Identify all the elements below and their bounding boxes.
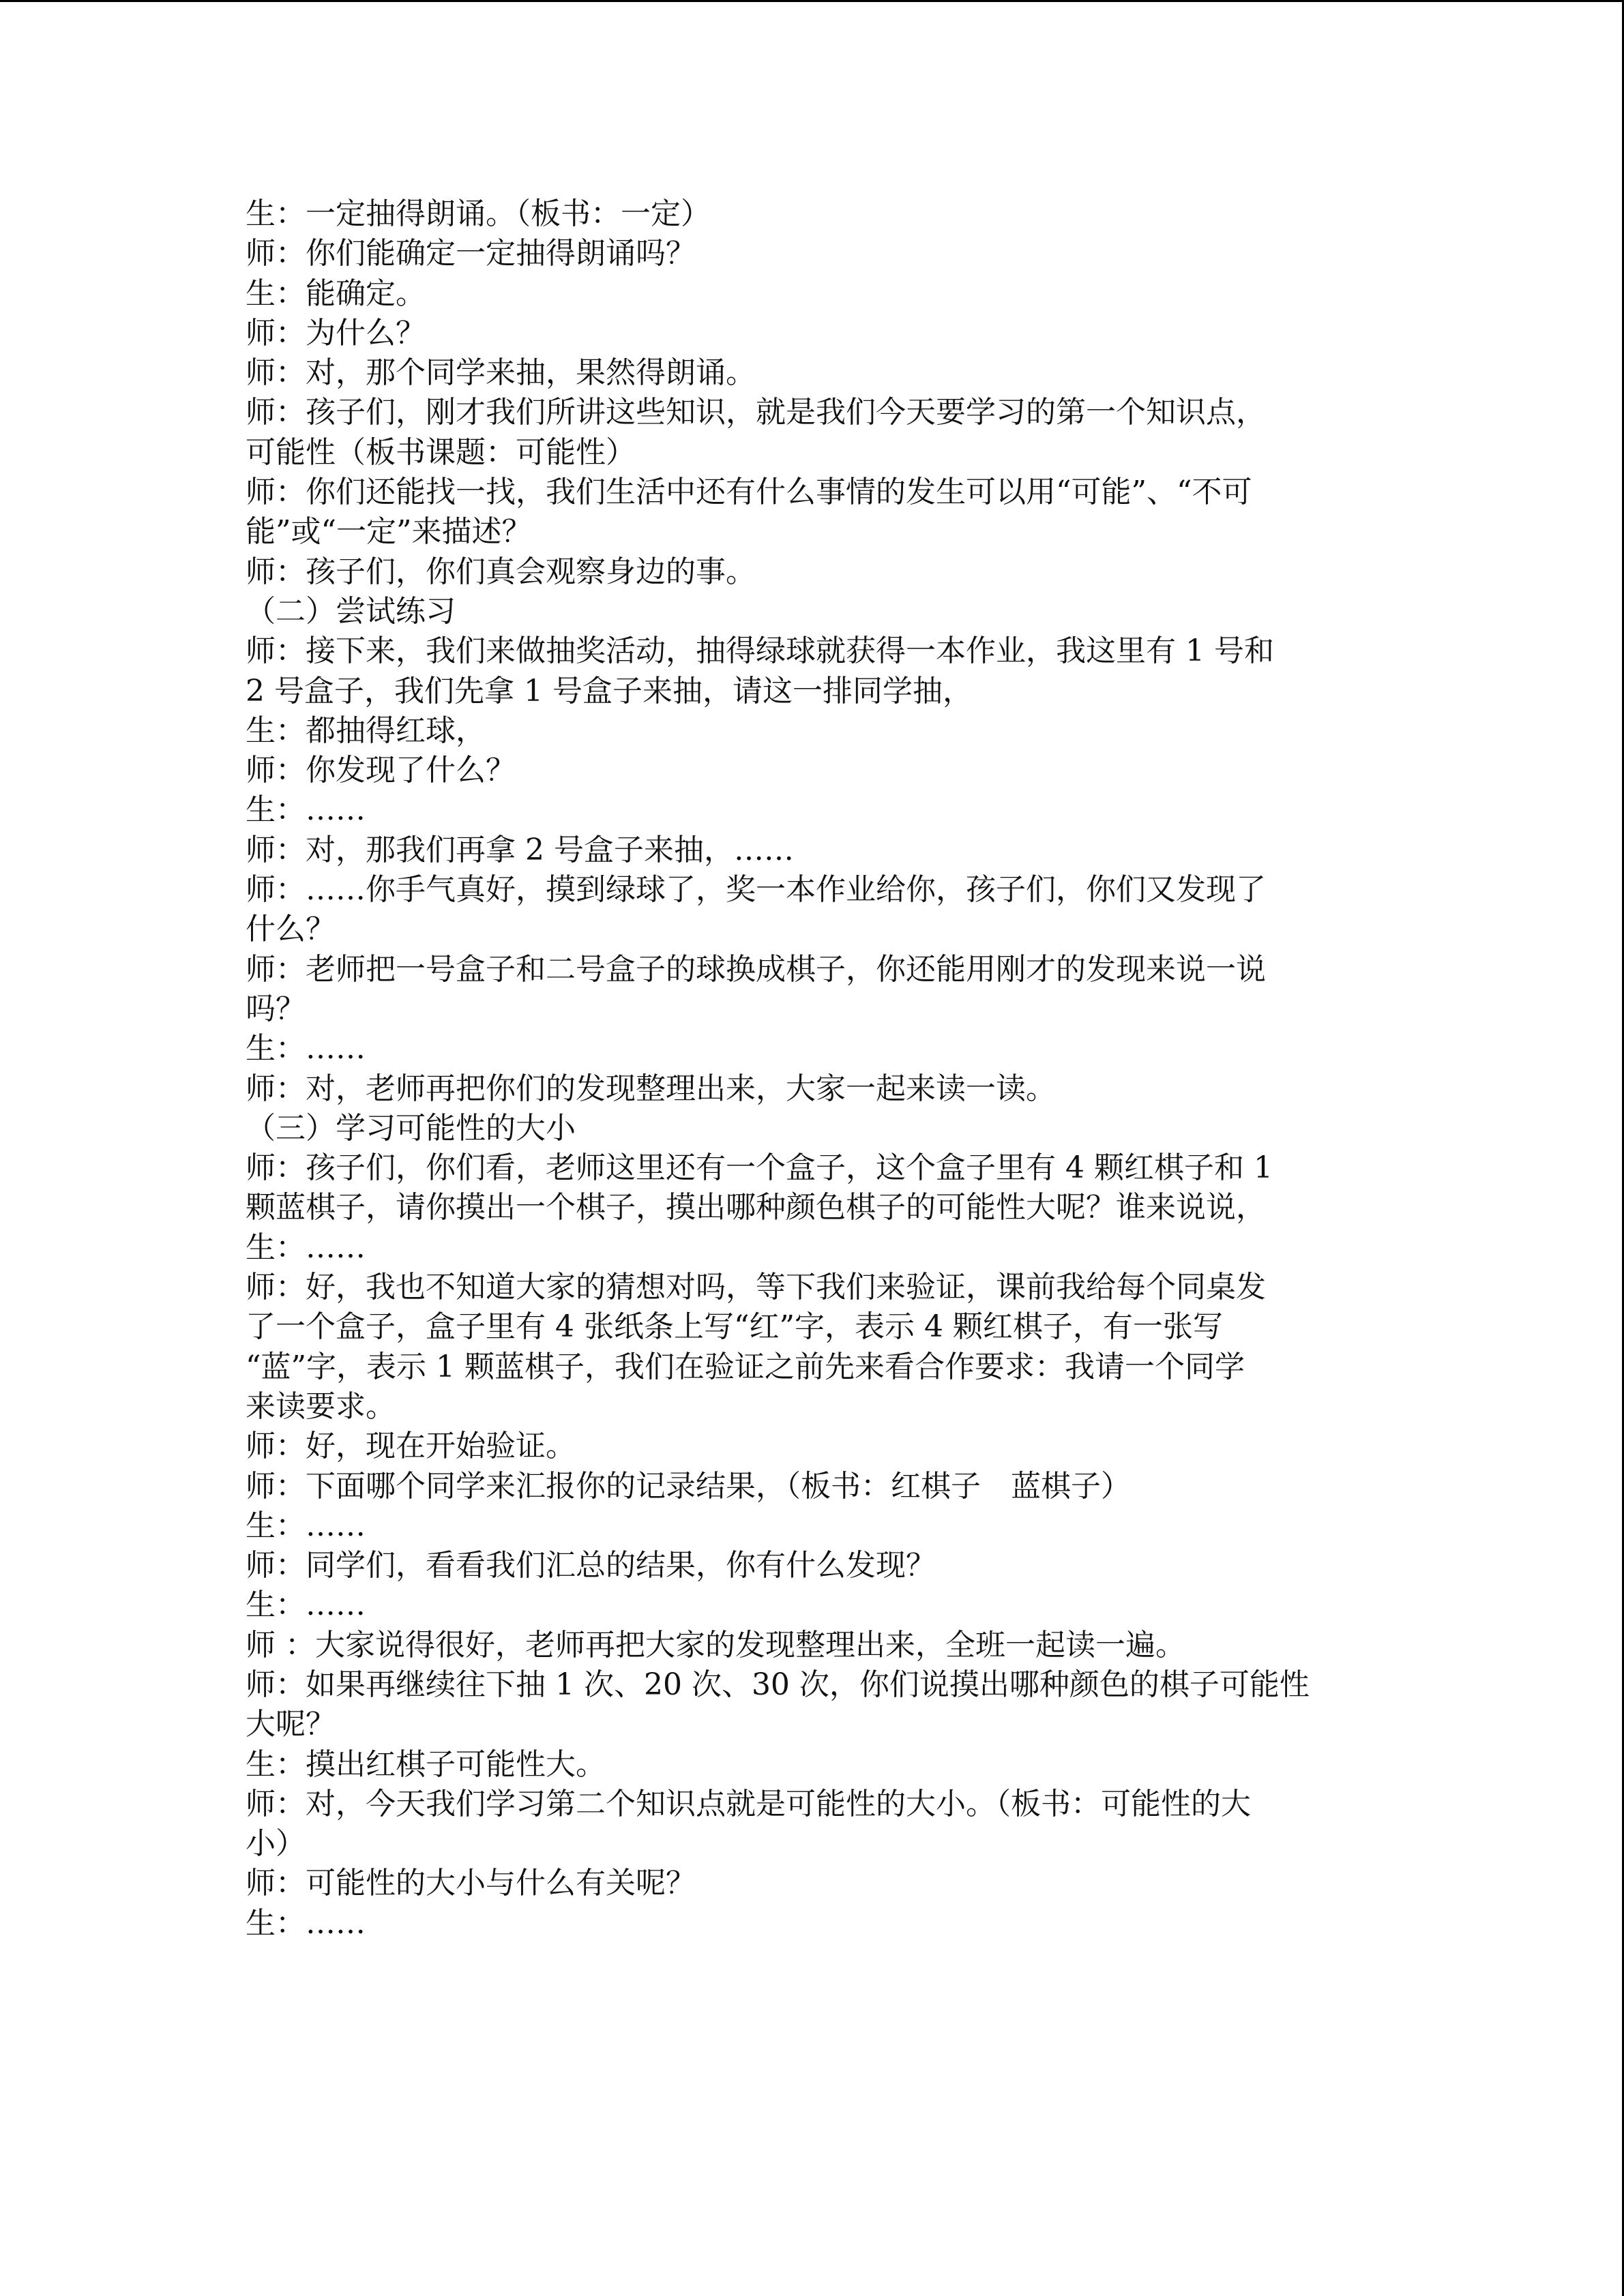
- text-line: 小）: [246, 1826, 306, 1862]
- text-line: 可能性（板书课题：可能性）: [246, 434, 636, 470]
- text-line: 师：孩子们，刚才我们所讲这些知识，就是我们今天要学习的第一个知识点，: [246, 395, 1266, 430]
- text-line: 师：对，今天我们学习第二个知识点就是可能性的大小。（板书：可能性的大: [246, 1786, 1251, 1821]
- text-line: 师：对，那我们再拿 2 号盒子来抽，……: [246, 832, 794, 867]
- text-line: 2 号盒子，我们先拿 1 号盒子来抽，请这一排同学抽，: [246, 673, 973, 709]
- text-line: “蓝”字，表示 1 颗蓝棋子，我们在验证之前先来看合作要求：我请一个同学: [246, 1349, 1245, 1384]
- text-line: 师：为什么？: [246, 315, 426, 351]
- text-line: 师：孩子们，你们真会观察身边的事。: [246, 554, 756, 589]
- text-line: 吗？: [246, 991, 306, 1026]
- document-body: [246, 194, 1371, 1943]
- text-line: 生：能确定。: [246, 275, 426, 311]
- text-line: 师：如果再继续往下抽 1 次、20 次、30 次，你们说摸出哪种颜色的棋子可能性: [246, 1667, 1310, 1702]
- text-line: 生：摸出红棋子可能性大。: [246, 1746, 606, 1782]
- text-line: 颗蓝棋子，请你摸出一个棋子，摸出哪种颜色棋子的可能性大呢？谁来说说，: [246, 1190, 1266, 1225]
- text-line: 生：……: [246, 1229, 366, 1265]
- text-line: 生：……: [246, 1508, 366, 1543]
- text-line: 师：可能性的大小与什么有关呢？: [246, 1866, 696, 1901]
- text-line: 师：你们能确定一定抽得朗诵吗？: [246, 236, 696, 271]
- text-line: 来读要求。: [246, 1388, 396, 1424]
- section-heading: （二）尝试练习: [246, 593, 456, 629]
- text-line: 师：你发现了什么？: [246, 753, 516, 788]
- text-line: 生：……: [246, 1031, 366, 1067]
- text-line: 师：对，那个同学来抽，果然得朗诵。: [246, 355, 756, 391]
- text-line: 师：下面哪个同学来汇报你的记录结果，（板书：红棋子 蓝棋子）: [246, 1468, 1131, 1504]
- text-line: 大呢？: [246, 1707, 336, 1742]
- text-line: 师：同学们，看看我们汇总的结果，你有什么发现？: [246, 1548, 936, 1583]
- text-line: 师：老师把一号盒子和二号盒子的球换成棋子，你还能用刚才的发现来说一说: [246, 951, 1266, 987]
- text-line: 师：好，我也不知道大家的猜想对吗，等下我们来验证，课前我给每个同桌发: [246, 1270, 1266, 1305]
- text-line: 师：好，现在开始验证。: [246, 1429, 576, 1464]
- section-heading: （三）学习可能性的大小: [246, 1110, 576, 1146]
- text-line: 师：你们还能找一找，我们生活中还有什么事情的发生可以用“可能”、“不可: [246, 475, 1252, 510]
- text-line: 生：……: [246, 1905, 366, 1941]
- text-line: 生：……: [246, 1587, 366, 1623]
- text-line: 什么？: [246, 912, 336, 947]
- text-line: 了一个盒子，盒子里有 4 张纸条上写“红”字，表示 4 颗红棋子，有一张写: [246, 1309, 1223, 1345]
- page-top-border: [0, 0, 1624, 2]
- text-line: 生：一定抽得朗诵。（板书：一定）: [246, 196, 711, 231]
- text-line: 师：……你手气真好，摸到绿球了，奖一本作业给你，孩子们，你们又发现了: [246, 872, 1266, 908]
- text-line: 师：接下来，我们来做抽奖活动，抽得绿球就获得一本作业，我这里有 1 号和: [246, 633, 1274, 669]
- text-line: 师：孩子们，你们看，老师这里还有一个盒子，这个盒子里有 4 颗红棋子和 1: [246, 1150, 1273, 1186]
- text-line: 生：都抽得红球，: [246, 713, 486, 748]
- text-line: 能”或“一定”来描述？: [246, 514, 532, 550]
- text-line: 师：对，老师再把你们的发现整理出来，大家一起来读一读。: [246, 1071, 1056, 1106]
- text-line: 师 ：大家说得很好，老师再把大家的发现整理出来，全班一起读一遍。: [246, 1627, 1185, 1663]
- text-line: 生：……: [246, 792, 366, 828]
